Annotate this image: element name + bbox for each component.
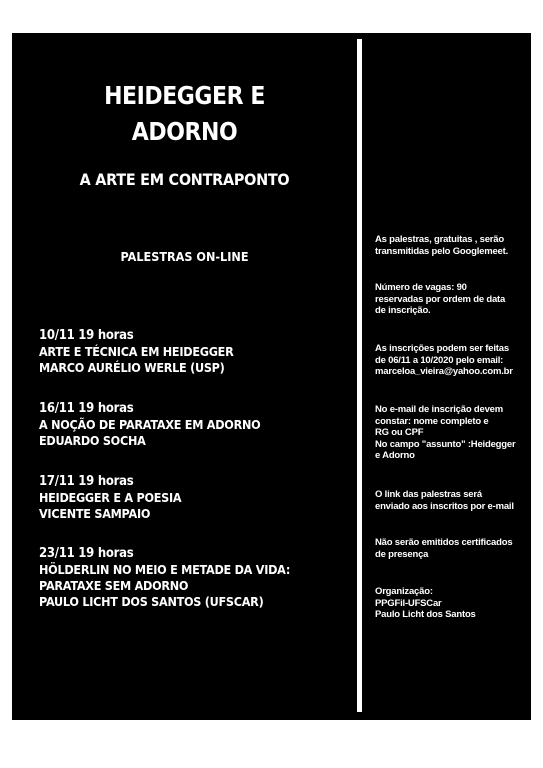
- info-link: [375, 489, 537, 512]
- talk-speaker: PAULO LICHT DOS SANTOS (UFSCAR): [39, 594, 264, 609]
- info-line: de inscrição.: [375, 305, 431, 316]
- talk-2: [39, 401, 318, 449]
- info-organization: [375, 586, 537, 621]
- info-line: Número de vagas: 90: [375, 282, 467, 293]
- info-vacancies: [375, 282, 537, 317]
- talk-date: 17/11 19 horas: [39, 474, 134, 489]
- talk-3: [39, 474, 318, 522]
- info-line: Não serão emitidos certificados: [375, 537, 513, 548]
- info-line: No campo "assunto" :Heidegger: [375, 438, 516, 450]
- talk-title: HEIDEGGER E A POESIA: [39, 490, 182, 505]
- info-line: enviado aos inscritos por e-mail: [375, 500, 514, 512]
- talk-speaker: EDUARDO SOCHA: [39, 433, 146, 448]
- info-line: de 06/11 a 10/2020 pelo email:: [375, 354, 504, 366]
- talk-date: 10/11 19 horas: [39, 328, 134, 343]
- info-transmission: [375, 234, 537, 257]
- info-line: No e-mail de inscrição devem: [375, 404, 503, 415]
- info-certificates: [375, 537, 537, 560]
- info-line: e Adorno: [375, 450, 415, 461]
- poster-title-line-1: HEIDEGGER E: [104, 81, 265, 110]
- talk-date: 23/11 19 horas: [39, 546, 134, 561]
- section-heading: PALESTRAS ON-LINE: [120, 249, 249, 264]
- info-line: Organização:: [375, 586, 433, 597]
- info-line: As inscrições podem ser feitas: [375, 343, 509, 354]
- info-line: O link das palestras será: [375, 489, 482, 500]
- talk-1: [39, 328, 318, 376]
- info-line: constar: nome completo e: [375, 415, 489, 427]
- talk-title: A NOÇÃO DE PARATAXE EM ADORNO: [39, 417, 261, 432]
- event-poster: [12, 33, 531, 720]
- info-line: reservadas por ordem de data: [375, 293, 506, 305]
- talk-speaker: VICENTE SAMPAIO: [39, 506, 151, 521]
- info-email-requirements: [375, 404, 537, 462]
- poster-title-line-2: ADORNO: [131, 117, 238, 146]
- talk-title: ARTE E TÉCNICA EM HEIDEGGER: [39, 344, 234, 359]
- talk-date: 16/11 19 horas: [39, 401, 134, 416]
- info-line: transmitidas pelo Googlemeet.: [375, 245, 509, 257]
- poster-subtitle: A ARTE EM CONTRAPONTO: [79, 170, 290, 189]
- vertical-divider: [357, 39, 362, 712]
- info-line: marceloa_vieira@yahoo.com.br: [375, 366, 513, 377]
- talk-speaker: MARCO AURÉLIO WERLE (USP): [39, 360, 225, 375]
- info-line: PPGFil-UFSCar: [375, 597, 442, 609]
- talk-4: [39, 546, 318, 610]
- info-line: As palestras, gratuitas , serão: [375, 234, 504, 245]
- info-line: Paulo Licht dos Santos: [375, 609, 476, 620]
- info-line: de presença: [375, 548, 429, 560]
- info-registration: [375, 343, 537, 378]
- talk-title: HÖLDERLIN NO MEIO E METADE DA VIDA:: [39, 562, 291, 577]
- info-line: RG ou CPF: [375, 427, 424, 438]
- talk-title-continued: PARATAXE SEM ADORNO: [39, 578, 189, 593]
